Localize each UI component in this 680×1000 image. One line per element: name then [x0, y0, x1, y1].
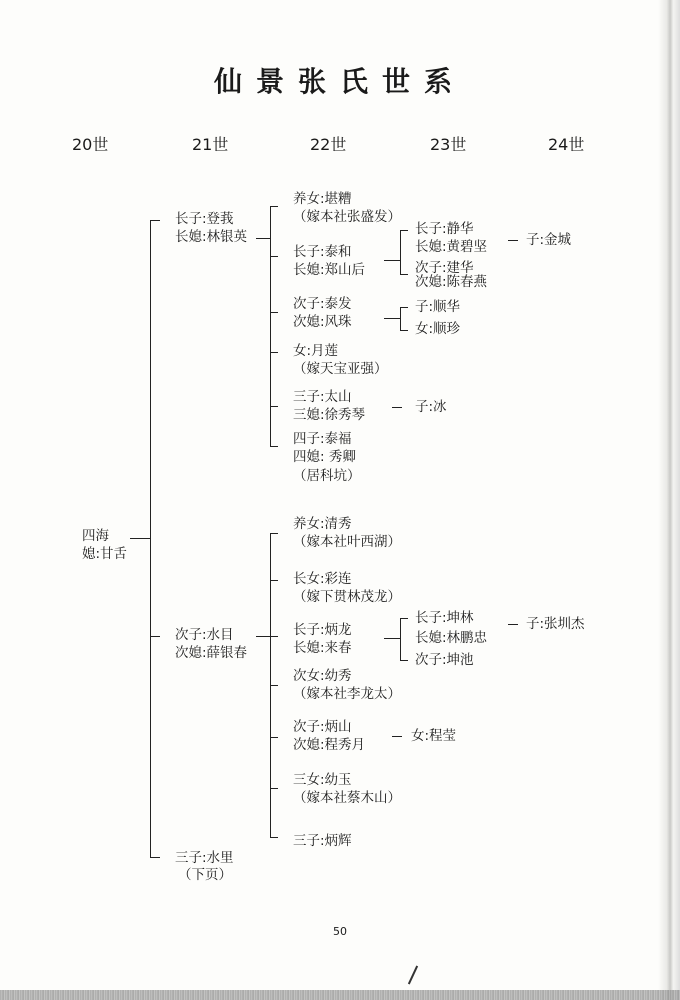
gen22-a-item6: 四子:泰福 — [293, 431, 352, 447]
gen22-a-item5: 三子:太山 — [293, 389, 352, 405]
gen21-son3: 三子:水里 — [175, 850, 234, 866]
connector — [508, 240, 518, 241]
gen23-taihe-son1: 长子:静华 — [415, 221, 474, 237]
page-number: 50 — [333, 925, 347, 938]
gen22-a-item2-spouse: 长媳:郑山后 — [293, 262, 366, 278]
gen22-b-item4: 次女:幼秀 — [293, 668, 352, 684]
generation-header-23: 23世 — [430, 135, 467, 154]
gen20-spouse: 媳:甘舌 — [82, 546, 128, 562]
gen23-binglong-son1-spouse: 长媳:林鹏忠 — [415, 630, 488, 646]
bracket-tick — [150, 636, 160, 637]
gen23-binglong-son1: 长子:坤林 — [415, 610, 474, 626]
gen22-b-item3-spouse: 长媳:来春 — [293, 640, 352, 656]
gen22-b-item2: 长女:彩连 — [293, 571, 352, 587]
gen22-a-item1: 养女:堪糟 — [293, 191, 352, 207]
gen22-b-item3: 长子:炳龙 — [293, 622, 352, 638]
gen21-son1: 长子:登莪 — [175, 211, 234, 227]
bracket-tick — [400, 618, 408, 619]
bracket-tick — [270, 406, 278, 407]
gen22-b-item1-note: （嫁本社叶西湖） — [293, 534, 401, 550]
gen21-son3-note: （下页） — [178, 867, 232, 883]
bracket-tick — [270, 837, 278, 838]
gen22-b-item6: 三女:幼玉 — [293, 772, 352, 788]
gen23-taishan-son: 子:冰 — [415, 399, 447, 415]
connector — [256, 636, 270, 637]
scan-edge-shadow — [658, 0, 680, 1000]
page-title: 仙景张氏世系 — [213, 65, 466, 98]
gen21-son2-spouse: 次媳:薛银春 — [175, 645, 248, 661]
gen22-a-item4-note: （嫁天宝亚强） — [293, 361, 388, 377]
bracket-tick — [270, 352, 278, 353]
bracket-tick — [400, 274, 408, 275]
bracket-gen21 — [150, 220, 151, 857]
connector — [384, 260, 400, 261]
gen22-a-item2: 长子:泰和 — [293, 244, 352, 260]
gen22-b-item1: 养女:清秀 — [293, 516, 352, 532]
gen23-taifa-daughter: 女:顺珍 — [415, 321, 461, 337]
gen22-b-item5: 次子:炳山 — [293, 719, 352, 735]
connector — [130, 538, 150, 539]
connector — [392, 407, 402, 408]
gen22-b-item7: 三子:炳辉 — [293, 833, 352, 849]
bracket-gen23-taihe — [400, 230, 401, 274]
gen22-b-item6-note: （嫁本社蔡木山） — [293, 790, 401, 806]
gen22-a-item4: 女:月莲 — [293, 343, 339, 359]
gen21-son2: 次子:水目 — [175, 627, 234, 643]
scan-mark — [408, 966, 418, 985]
bracket-gen22-a — [270, 206, 271, 446]
bracket-tick — [400, 307, 408, 308]
bracket-tick — [270, 788, 278, 789]
connector — [384, 638, 400, 639]
bracket-tick — [270, 580, 278, 581]
bracket-tick — [270, 446, 278, 447]
bracket-tick — [150, 857, 160, 858]
generation-header-20: 20世 — [72, 135, 109, 154]
gen23-taihe-son2: 次子:建华 — [415, 260, 474, 276]
gen23-bingshan-daughter: 女:程莹 — [411, 728, 457, 744]
bracket-gen23-taifa — [400, 307, 401, 330]
gen22-a-item3: 次子:泰发 — [293, 296, 352, 312]
bracket-tick — [400, 660, 408, 661]
gen22-b-item5-spouse: 次媳:程秀月 — [293, 737, 366, 753]
bracket-tick — [270, 256, 278, 257]
connector — [256, 238, 270, 239]
bracket-tick — [400, 230, 408, 231]
connector — [508, 624, 518, 625]
bracket-gen23-binglong — [400, 618, 401, 660]
connector — [384, 318, 400, 319]
gen22-a-item6-note: （居科坑） — [293, 468, 361, 484]
generation-header-22: 22世 — [310, 135, 347, 154]
bracket-tick — [400, 330, 408, 331]
gen22-a-item5-spouse: 三媳:徐秀琴 — [293, 407, 366, 423]
generation-header-21: 21世 — [192, 135, 229, 154]
bracket-tick — [270, 206, 278, 207]
gen22-a-item6-spouse: 四媳: 秀卿 — [293, 449, 356, 465]
bracket-tick — [270, 636, 278, 637]
gen22-a-item1-note: （嫁本社张盛发） — [293, 209, 401, 225]
scan-bottom-edge — [0, 990, 680, 1000]
bracket-tick — [150, 220, 160, 221]
bracket-tick — [270, 737, 278, 738]
gen24-kunlin-son: 子:张圳杰 — [526, 616, 585, 632]
bracket-tick — [270, 685, 278, 686]
connector — [392, 736, 402, 737]
gen22-a-item3-spouse: 次媳:风珠 — [293, 314, 352, 330]
gen23-taihe-son2-spouse: 次媳:陈春燕 — [415, 274, 488, 290]
gen23-taifa-son: 子:顺华 — [415, 299, 461, 315]
gen23-binglong-son2: 次子:坤池 — [415, 652, 474, 668]
gen21-son1-spouse: 长媳:林银英 — [175, 229, 248, 245]
bracket-tick — [270, 312, 278, 313]
gen22-b-item2-note: （嫁下贯林茂龙） — [293, 589, 401, 605]
gen23-taihe-son1-spouse: 长媳:黄碧坚 — [415, 239, 488, 255]
gen20-name: 四海 — [82, 528, 109, 544]
gen22-b-item4-note: （嫁本社李龙太） — [293, 686, 401, 702]
bracket-tick — [270, 533, 278, 534]
generation-header-24: 24世 — [548, 135, 585, 154]
gen24-jinghua-son: 子:金城 — [526, 232, 572, 248]
